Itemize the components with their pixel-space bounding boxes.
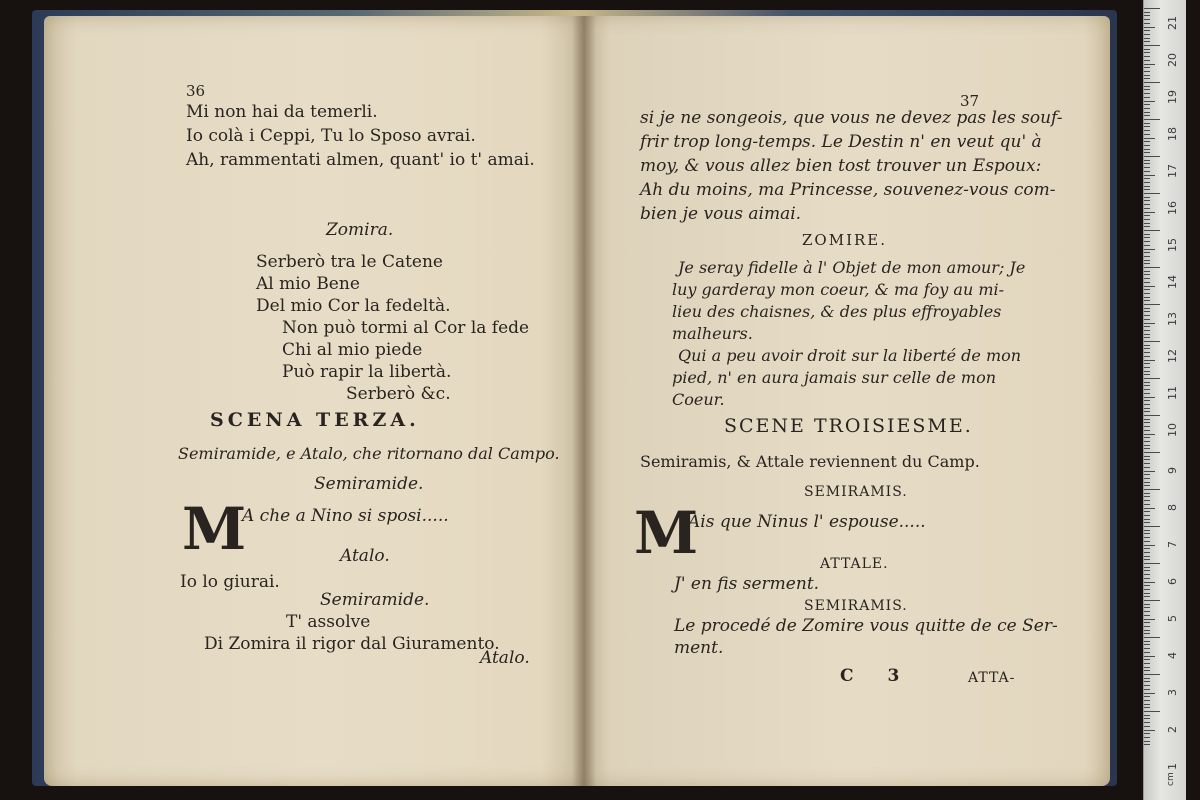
- stage-direction: Semiramide, e Atalo, che ritornano dal Campo.: [178, 444, 560, 463]
- ruler-number: 19: [1166, 90, 1179, 104]
- ruler-tick: [1144, 496, 1150, 497]
- ruler-number: 7: [1166, 541, 1179, 548]
- ruler-tick: [1144, 615, 1150, 616]
- ruler-tick: [1144, 189, 1150, 190]
- ruler-tick: [1144, 467, 1150, 468]
- speaker-label: Atalo.: [340, 546, 390, 566]
- ruler-tick: [1144, 441, 1150, 442]
- ruler-tick: [1144, 304, 1160, 305]
- ruler-tick: [1144, 156, 1160, 157]
- ruler-tick: [1144, 400, 1150, 401]
- ruler-tick: [1144, 426, 1150, 427]
- aria-line: Del mio Cor la fedeltà.: [256, 296, 451, 316]
- ruler-tick: [1144, 52, 1150, 53]
- ruler-tick: [1144, 112, 1150, 113]
- ruler-tick: [1144, 300, 1150, 301]
- ruler-tick: [1144, 330, 1150, 331]
- ruler-tick: [1144, 489, 1160, 490]
- ruler-tick: [1144, 363, 1150, 364]
- ruler-tick: [1144, 378, 1160, 379]
- ruler-tick: [1144, 482, 1150, 483]
- ruler-tick: [1144, 681, 1150, 682]
- ruler-number: 3: [1166, 689, 1179, 696]
- text-line: frir trop long-temps. Le Destin n' en veut qu' à: [640, 132, 1042, 152]
- text-line: Coeur.: [672, 390, 725, 409]
- speaker-label: ZOMIRE.: [802, 231, 888, 249]
- ruler-tick: [1144, 637, 1160, 638]
- ruler-tick: [1144, 648, 1150, 649]
- ruler-tick: [1144, 459, 1150, 460]
- ruler-tick: [1144, 145, 1150, 146]
- text-line: J' en fis serment.: [674, 574, 820, 594]
- ruler-number: 2: [1166, 726, 1179, 733]
- ruler-tick: [1144, 393, 1150, 394]
- aria-line: Chi al mio piede: [282, 340, 423, 360]
- ruler-tick: [1144, 474, 1150, 475]
- ruler-tick: [1144, 282, 1150, 283]
- ruler-tick: [1144, 152, 1150, 153]
- ruler-tick: [1144, 67, 1150, 68]
- ruler-tick: [1144, 630, 1150, 631]
- ruler-tick: [1144, 371, 1150, 372]
- ruler-tick: [1144, 78, 1150, 79]
- ruler-tick: [1144, 530, 1150, 531]
- ruler-tick: [1144, 674, 1160, 675]
- ruler-tick: [1144, 356, 1150, 357]
- ruler-tick: [1144, 485, 1150, 486]
- speaker-label: SEMIRAMIS.: [804, 484, 908, 500]
- catchword: Atalo.: [480, 648, 530, 668]
- ruler-tick: [1144, 385, 1150, 386]
- ruler-tick: [1144, 456, 1150, 457]
- ruler-tick: [1144, 23, 1150, 24]
- text-line: si je ne songeois, que vous ne devez pas les souf-: [640, 108, 1063, 128]
- text-line: A che a Nino si sposi.....: [242, 506, 449, 526]
- ruler-tick: [1144, 252, 1150, 253]
- ruler-tick: [1144, 160, 1150, 161]
- ruler-tick: [1144, 271, 1150, 272]
- stage-direction: Semiramis, & Attale reviennent du Camp.: [640, 452, 980, 471]
- ruler-tick: [1144, 234, 1150, 235]
- ruler-number: 18: [1166, 127, 1179, 141]
- ruler-tick: [1144, 108, 1150, 109]
- ruler-tick: [1144, 471, 1155, 472]
- ruler-tick: [1144, 101, 1155, 102]
- ruler-tick: [1144, 641, 1150, 642]
- scene-title: SCENA TERZA.: [210, 409, 420, 431]
- ruler-tick: [1144, 685, 1150, 686]
- speaker-label: Semiramide.: [314, 474, 424, 494]
- ruler-tick: [1144, 230, 1160, 231]
- open-book: [44, 16, 1110, 786]
- ruler-tick: [1144, 126, 1150, 127]
- ruler-tick: [1144, 408, 1150, 409]
- ruler-tick: [1144, 656, 1155, 657]
- ruler-tick: [1144, 171, 1150, 172]
- text-line: Qui a peu avoir droit sur la liberté de mon: [678, 346, 1022, 365]
- ruler-number: 20: [1166, 53, 1179, 67]
- ruler-tick: [1144, 537, 1150, 538]
- ruler-tick: [1144, 178, 1150, 179]
- ruler-number: 21: [1166, 16, 1179, 30]
- ruler-tick: [1144, 548, 1150, 549]
- ruler-tick: [1144, 134, 1150, 135]
- ruler-tick: [1144, 526, 1160, 527]
- ruler-tick: [1144, 182, 1150, 183]
- ruler-tick: [1144, 319, 1150, 320]
- ruler-tick: [1144, 511, 1150, 512]
- ruler-number: 1: [1166, 763, 1179, 770]
- ruler-tick: [1144, 71, 1150, 72]
- text-line: Ah, rammentati almen, quant' io t' amai.: [186, 150, 535, 170]
- ruler-tick: [1144, 286, 1155, 287]
- ruler-tick: [1144, 552, 1150, 553]
- ruler-tick: [1144, 175, 1155, 176]
- ruler-tick: [1144, 604, 1150, 605]
- ruler-tick: [1144, 360, 1155, 361]
- speaker-label: Semiramide.: [320, 590, 430, 610]
- ruler-tick: [1144, 12, 1150, 13]
- ruler-tick: [1144, 237, 1150, 238]
- ruler-tick: [1144, 715, 1150, 716]
- ruler-tick: [1144, 589, 1150, 590]
- ruler-tick: [1144, 278, 1150, 279]
- text-line: Mi non hai da temerli.: [186, 102, 378, 122]
- ruler-tick: [1144, 508, 1155, 509]
- ruler-tick: [1144, 104, 1150, 105]
- ruler-tick: [1144, 700, 1150, 701]
- ruler-tick: [1144, 744, 1150, 745]
- text-line: lieu des chaisnes, & des plus effroyables: [672, 302, 1002, 321]
- speaker-label: ATTALE.: [820, 556, 889, 572]
- ruler-tick: [1144, 422, 1150, 423]
- ruler-tick: [1144, 545, 1155, 546]
- ruler-tick: [1144, 82, 1160, 83]
- ruler-tick: [1144, 97, 1150, 98]
- ruler-tick: [1144, 533, 1150, 534]
- aria-line: Può rapir la libertà.: [282, 362, 452, 382]
- ruler-tick: [1144, 345, 1150, 346]
- ruler-number: 4: [1166, 652, 1179, 659]
- ruler-tick: [1144, 578, 1150, 579]
- ruler-tick: [1144, 75, 1150, 76]
- aria-line: Serberò tra le Catene: [256, 252, 443, 272]
- ruler-tick: [1144, 15, 1150, 16]
- ruler-tick: [1144, 323, 1155, 324]
- ruler-tick: [1144, 334, 1150, 335]
- ruler-tick: [1144, 138, 1155, 139]
- ruler-tick: [1144, 149, 1150, 150]
- ruler-tick: [1144, 726, 1150, 727]
- ruler-tick: [1144, 504, 1150, 505]
- ruler-tick: [1144, 522, 1150, 523]
- ruler-unit: cm: [1166, 772, 1176, 786]
- ruler-tick: [1144, 86, 1150, 87]
- text-line: ment.: [674, 638, 724, 658]
- ruler-tick: [1144, 30, 1150, 31]
- ruler-tick: [1144, 611, 1150, 612]
- ruler-tick: [1144, 563, 1160, 564]
- aria-line: Serberò &c.: [346, 384, 451, 404]
- ruler-tick: [1144, 219, 1150, 220]
- ruler-tick: [1144, 263, 1150, 264]
- ruler-number: 12: [1166, 349, 1179, 363]
- book-gutter: [572, 16, 596, 786]
- ruler-tick: [1144, 644, 1150, 645]
- ruler-tick: [1144, 659, 1150, 660]
- ruler-tick: [1144, 382, 1150, 383]
- ruler-tick: [1144, 56, 1150, 57]
- ruler-tick: [1144, 197, 1150, 198]
- text-line: Ah du moins, ma Princesse, souvenez-vous com-: [640, 180, 1056, 200]
- ruler-tick: [1144, 38, 1150, 39]
- ruler-tick: [1144, 619, 1155, 620]
- ruler-tick: [1144, 718, 1150, 719]
- ruler-tick: [1144, 130, 1150, 131]
- ruler-number: 16: [1166, 201, 1179, 215]
- ruler-tick: [1144, 652, 1150, 653]
- ruler-tick: [1144, 389, 1150, 390]
- text-line: Io lo giurai.: [180, 572, 280, 592]
- text-line: luy garderay mon coeur, & ma foy au mi-: [672, 280, 1005, 299]
- ruler-tick: [1144, 267, 1160, 268]
- ruler-tick: [1144, 64, 1155, 65]
- ruler-tick: [1144, 415, 1160, 416]
- page-number-left: 36: [186, 82, 206, 100]
- ruler-tick: [1144, 437, 1150, 438]
- ruler-tick: [1144, 241, 1150, 242]
- ruler-tick: [1144, 404, 1150, 405]
- left-page: [44, 16, 584, 786]
- right-page: [584, 16, 1110, 786]
- speaker-label: Zomira.: [326, 220, 394, 240]
- ruler-tick: [1144, 119, 1160, 120]
- ruler-tick: [1144, 519, 1150, 520]
- signature-mark: C 3: [840, 666, 914, 686]
- ruler-tick: [1144, 411, 1150, 412]
- ruler-tick: [1144, 556, 1150, 557]
- ruler-tick: [1144, 215, 1150, 216]
- ruler-number: 8: [1166, 504, 1179, 511]
- ruler-tick: [1144, 352, 1150, 353]
- measuring-ruler: [1143, 0, 1186, 800]
- ruler-tick: [1144, 711, 1160, 712]
- ruler-tick: [1144, 730, 1155, 731]
- ruler-number: 5: [1166, 615, 1179, 622]
- ruler-tick: [1144, 93, 1150, 94]
- ruler-tick: [1144, 223, 1150, 224]
- ruler-tick: [1144, 341, 1160, 342]
- ruler-tick: [1144, 737, 1150, 738]
- scene-title: SCENE TROISIESME.: [724, 415, 973, 437]
- ruler-tick: [1144, 200, 1150, 201]
- ruler-tick: [1144, 500, 1150, 501]
- ruler-tick: [1144, 452, 1160, 453]
- ruler-tick: [1144, 689, 1150, 690]
- ruler-tick: [1144, 463, 1150, 464]
- ruler-tick: [1144, 293, 1150, 294]
- ruler-tick: [1144, 367, 1150, 368]
- ruler-tick: [1144, 27, 1155, 28]
- ruler-tick: [1144, 663, 1150, 664]
- ruler-tick: [1144, 707, 1150, 708]
- ruler-tick: [1144, 308, 1150, 309]
- ruler-tick: [1144, 60, 1150, 61]
- ruler-tick: [1144, 600, 1160, 601]
- ruler-tick: [1144, 163, 1150, 164]
- ruler-tick: [1144, 419, 1150, 420]
- text-line: Je seray fidelle à l' Objet de mon amour; Je: [678, 258, 1026, 277]
- text-line: T' assolve: [286, 612, 371, 632]
- ruler-tick: [1144, 559, 1150, 560]
- ruler-tick: [1144, 45, 1160, 46]
- ruler-tick: [1144, 582, 1155, 583]
- catchword: ATTA-: [968, 670, 1016, 686]
- ruler-tick: [1144, 733, 1150, 734]
- ruler-tick: [1144, 541, 1150, 542]
- ruler-tick: [1144, 289, 1150, 290]
- drop-cap: M: [634, 499, 699, 567]
- ruler-tick: [1144, 19, 1150, 20]
- ruler-tick: [1144, 693, 1155, 694]
- ruler-tick: [1144, 115, 1150, 116]
- ruler-tick: [1144, 493, 1150, 494]
- ruler-tick: [1144, 212, 1155, 213]
- aria-line: Non può tormi al Cor la fede: [282, 318, 530, 338]
- ruler-tick: [1144, 585, 1150, 586]
- ruler-tick: [1144, 607, 1150, 608]
- ruler-number: 17: [1166, 164, 1179, 178]
- text-line: Di Zomira il rigor dal Giuramento.: [204, 634, 500, 654]
- ruler-tick: [1144, 141, 1150, 142]
- speaker-label: SEMIRAMIS.: [804, 598, 908, 614]
- text-line: Io colà i Ceppi, Tu lo Sposo avrai.: [186, 126, 476, 146]
- ruler-tick: [1144, 208, 1150, 209]
- ruler-tick: [1144, 704, 1150, 705]
- ruler-tick: [1144, 596, 1150, 597]
- drop-cap: M: [182, 495, 247, 563]
- ruler-tick: [1144, 123, 1150, 124]
- ruler-tick: [1144, 670, 1150, 671]
- ruler-tick: [1144, 186, 1150, 187]
- ruler-tick: [1144, 574, 1150, 575]
- ruler-tick: [1144, 434, 1155, 435]
- ruler-tick: [1144, 348, 1150, 349]
- text-line: malheurs.: [672, 324, 753, 343]
- ruler-tick: [1144, 741, 1150, 742]
- ruler-tick: [1144, 570, 1150, 571]
- ruler-tick: [1144, 722, 1150, 723]
- ruler-tick: [1144, 193, 1160, 194]
- ruler-tick: [1144, 34, 1150, 35]
- ruler-tick: [1144, 311, 1150, 312]
- ruler-number: 15: [1166, 238, 1179, 252]
- ruler-tick: [1144, 478, 1150, 479]
- ruler-tick: [1144, 448, 1150, 449]
- ruler-tick: [1144, 667, 1150, 668]
- ruler-tick: [1144, 633, 1150, 634]
- ruler-tick: [1144, 249, 1155, 250]
- ruler-number: 14: [1166, 275, 1179, 289]
- ruler-tick: [1144, 41, 1150, 42]
- page-number-right: 37: [960, 92, 980, 110]
- ruler-number: 11: [1166, 386, 1179, 400]
- ruler-tick: [1144, 567, 1150, 568]
- ruler-tick: [1144, 593, 1150, 594]
- ruler-tick: [1144, 245, 1150, 246]
- text-line: moy, & vous allez bien tost trouver un Espoux:: [640, 156, 1042, 176]
- ruler-tick: [1144, 89, 1150, 90]
- aria-line: Al mio Bene: [256, 274, 360, 294]
- ruler-tick: [1144, 622, 1150, 623]
- ruler-tick: [1144, 226, 1150, 227]
- ruler-tick: [1144, 678, 1150, 679]
- ruler-tick: [1144, 204, 1150, 205]
- ruler-tick: [1144, 297, 1150, 298]
- ruler-tick: [1144, 49, 1150, 50]
- text-line: bien je vous aimai.: [640, 204, 802, 224]
- ruler-tick: [1144, 274, 1150, 275]
- ruler-tick: [1144, 315, 1150, 316]
- ruler-tick: [1144, 260, 1150, 261]
- text-line: Ais que Ninus l' espouse.....: [688, 512, 926, 532]
- text-line: Le procedé de Zomire vous quitte de ce Ser-: [674, 616, 1058, 636]
- ruler-number: 13: [1166, 312, 1179, 326]
- ruler-number: 10: [1166, 423, 1179, 437]
- ruler-tick: [1144, 430, 1150, 431]
- ruler-tick: [1144, 256, 1150, 257]
- ruler-tick: [1144, 515, 1150, 516]
- ruler-tick: [1144, 397, 1155, 398]
- ruler-tick: [1144, 445, 1150, 446]
- ruler-tick: [1144, 8, 1160, 9]
- ruler-tick: [1144, 696, 1150, 697]
- ruler-tick: [1144, 167, 1150, 168]
- ruler-tick: [1144, 326, 1150, 327]
- text-line: pied, n' en aura jamais sur celle de mon: [672, 368, 997, 387]
- ruler-tick: [1144, 626, 1150, 627]
- ruler-tick: [1144, 337, 1150, 338]
- ruler-tick: [1144, 374, 1150, 375]
- ruler-number: 6: [1166, 578, 1179, 585]
- ruler-number: 9: [1166, 467, 1179, 474]
